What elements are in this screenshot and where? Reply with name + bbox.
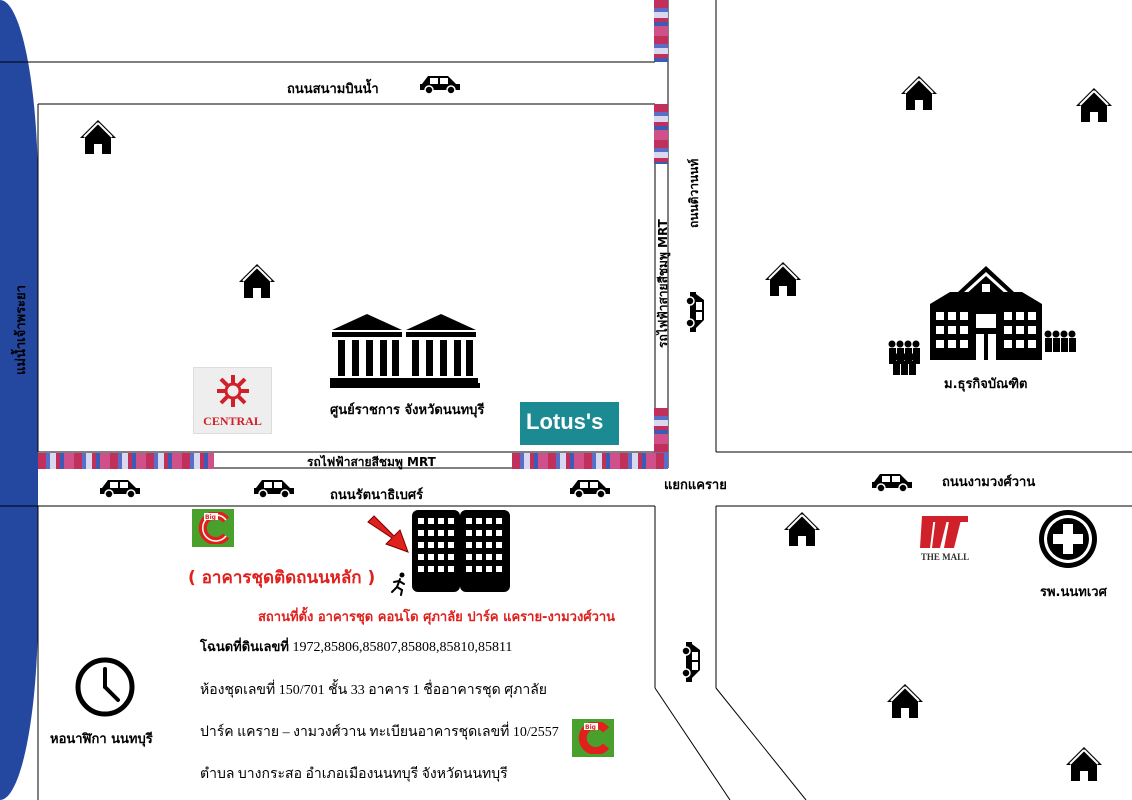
address-line: ตำบล บางกระสอ อำเภอเมืองนนทบุรี จังหวัดนนทบุรี [200, 767, 508, 782]
car-icon [252, 476, 296, 498]
car-icon [682, 640, 704, 684]
house-icon [237, 262, 277, 300]
road-label-ngamwongwan: ถนนงามวงศ์วาน [942, 475, 1036, 490]
mrt-track-left [38, 453, 214, 469]
deed-line [200, 636, 512, 657]
university-label: ม.ธุรกิจบัณฑิต [944, 377, 1028, 392]
clock-tower-label: หอนาฬิกา นนทบุรี [50, 732, 153, 747]
lotus-logo [520, 402, 619, 445]
road-label-rattanathibet: ถนนรัตนาธิเบศร์ [330, 488, 424, 503]
bigc-emblem-icon [576, 722, 610, 754]
car-icon [870, 470, 914, 492]
house-icon [763, 260, 803, 298]
registration-line: ปาร์ค แคราย – งามวงศ์วาน ทะเบียนอาคารชุดเลขที่ 10/2557 [200, 725, 559, 740]
bigc-emblem-icon [196, 512, 230, 544]
university-building-icon [886, 264, 1082, 376]
central-logo-text: CENTRAL [203, 414, 262, 428]
the-mall-logo-text: THE MALL [920, 552, 970, 562]
hospital-cross-icon [1037, 508, 1099, 570]
house-icon [782, 510, 822, 548]
svg-text:Big: Big [585, 724, 596, 731]
mrt-track-mid [654, 104, 668, 164]
house-icon [78, 118, 118, 156]
car-icon [418, 72, 462, 94]
house-icon [899, 74, 939, 112]
hospital-label: รพ.นนทเวศ [1040, 585, 1107, 600]
mrt-track-lower [654, 408, 668, 453]
mrt-label-vertical: รถไฟฟ้าสายสีชมพู MRT [656, 219, 670, 348]
bigc-logo [192, 509, 234, 547]
junction-label-khae-rai: แยกแคราย [664, 478, 727, 493]
car-icon [98, 476, 142, 498]
location-arrow-icon [364, 514, 412, 556]
mrt-track-right [512, 453, 668, 469]
central-emblem-icon [216, 374, 250, 408]
government-center-label: ศูนย์ราชการ จังหวัดนนทบุรี [330, 403, 485, 418]
road-label-tiwanon: ถนนติวานนท์ [687, 158, 701, 228]
house-icon [1064, 745, 1104, 783]
central-logo [193, 367, 272, 434]
condo-building-icon [408, 508, 514, 594]
car-icon [568, 476, 612, 498]
bigc-logo [572, 719, 614, 757]
mrt-track-top [654, 0, 668, 62]
lotus-logo-text: Lotus's [526, 409, 604, 434]
running-person-icon [388, 572, 410, 596]
the-mall-logo [914, 512, 976, 564]
svg-text:Big: Big [205, 514, 216, 521]
river-label: แม่น้ำเจ้าพระยา [14, 285, 29, 375]
government-building-icon [330, 312, 480, 388]
mrt-label-horizontal: รถไฟฟ้าสายสีชมพู MRT [307, 455, 436, 469]
unit-line: ห้องชุดเลขที่ 150/701 ชั้น 33 อาคาร 1 ชื่ออาคารชุด ศุภาลัย [200, 683, 547, 698]
the-mall-emblem-icon [920, 512, 970, 550]
car-icon [686, 290, 708, 334]
clock-icon [74, 656, 136, 718]
house-icon [1074, 86, 1114, 124]
deed-numbers: 1972,85806,85807,85808,85810,85811 [292, 640, 513, 655]
property-location: สถานที่ตั้ง อาคารชุด คอนโด ศุภาลัย ปาร์ค แคราย-งามวงศ์วาน [258, 610, 616, 625]
house-icon [885, 682, 925, 720]
road-label-sanam-bin-nam: ถนนสนามบินน้ำ [287, 82, 379, 97]
deed-label: โฉนดที่ดินเลขที่ [200, 640, 289, 655]
property-tag: ( อาคารชุดติดถนนหลัก ) [188, 568, 376, 588]
